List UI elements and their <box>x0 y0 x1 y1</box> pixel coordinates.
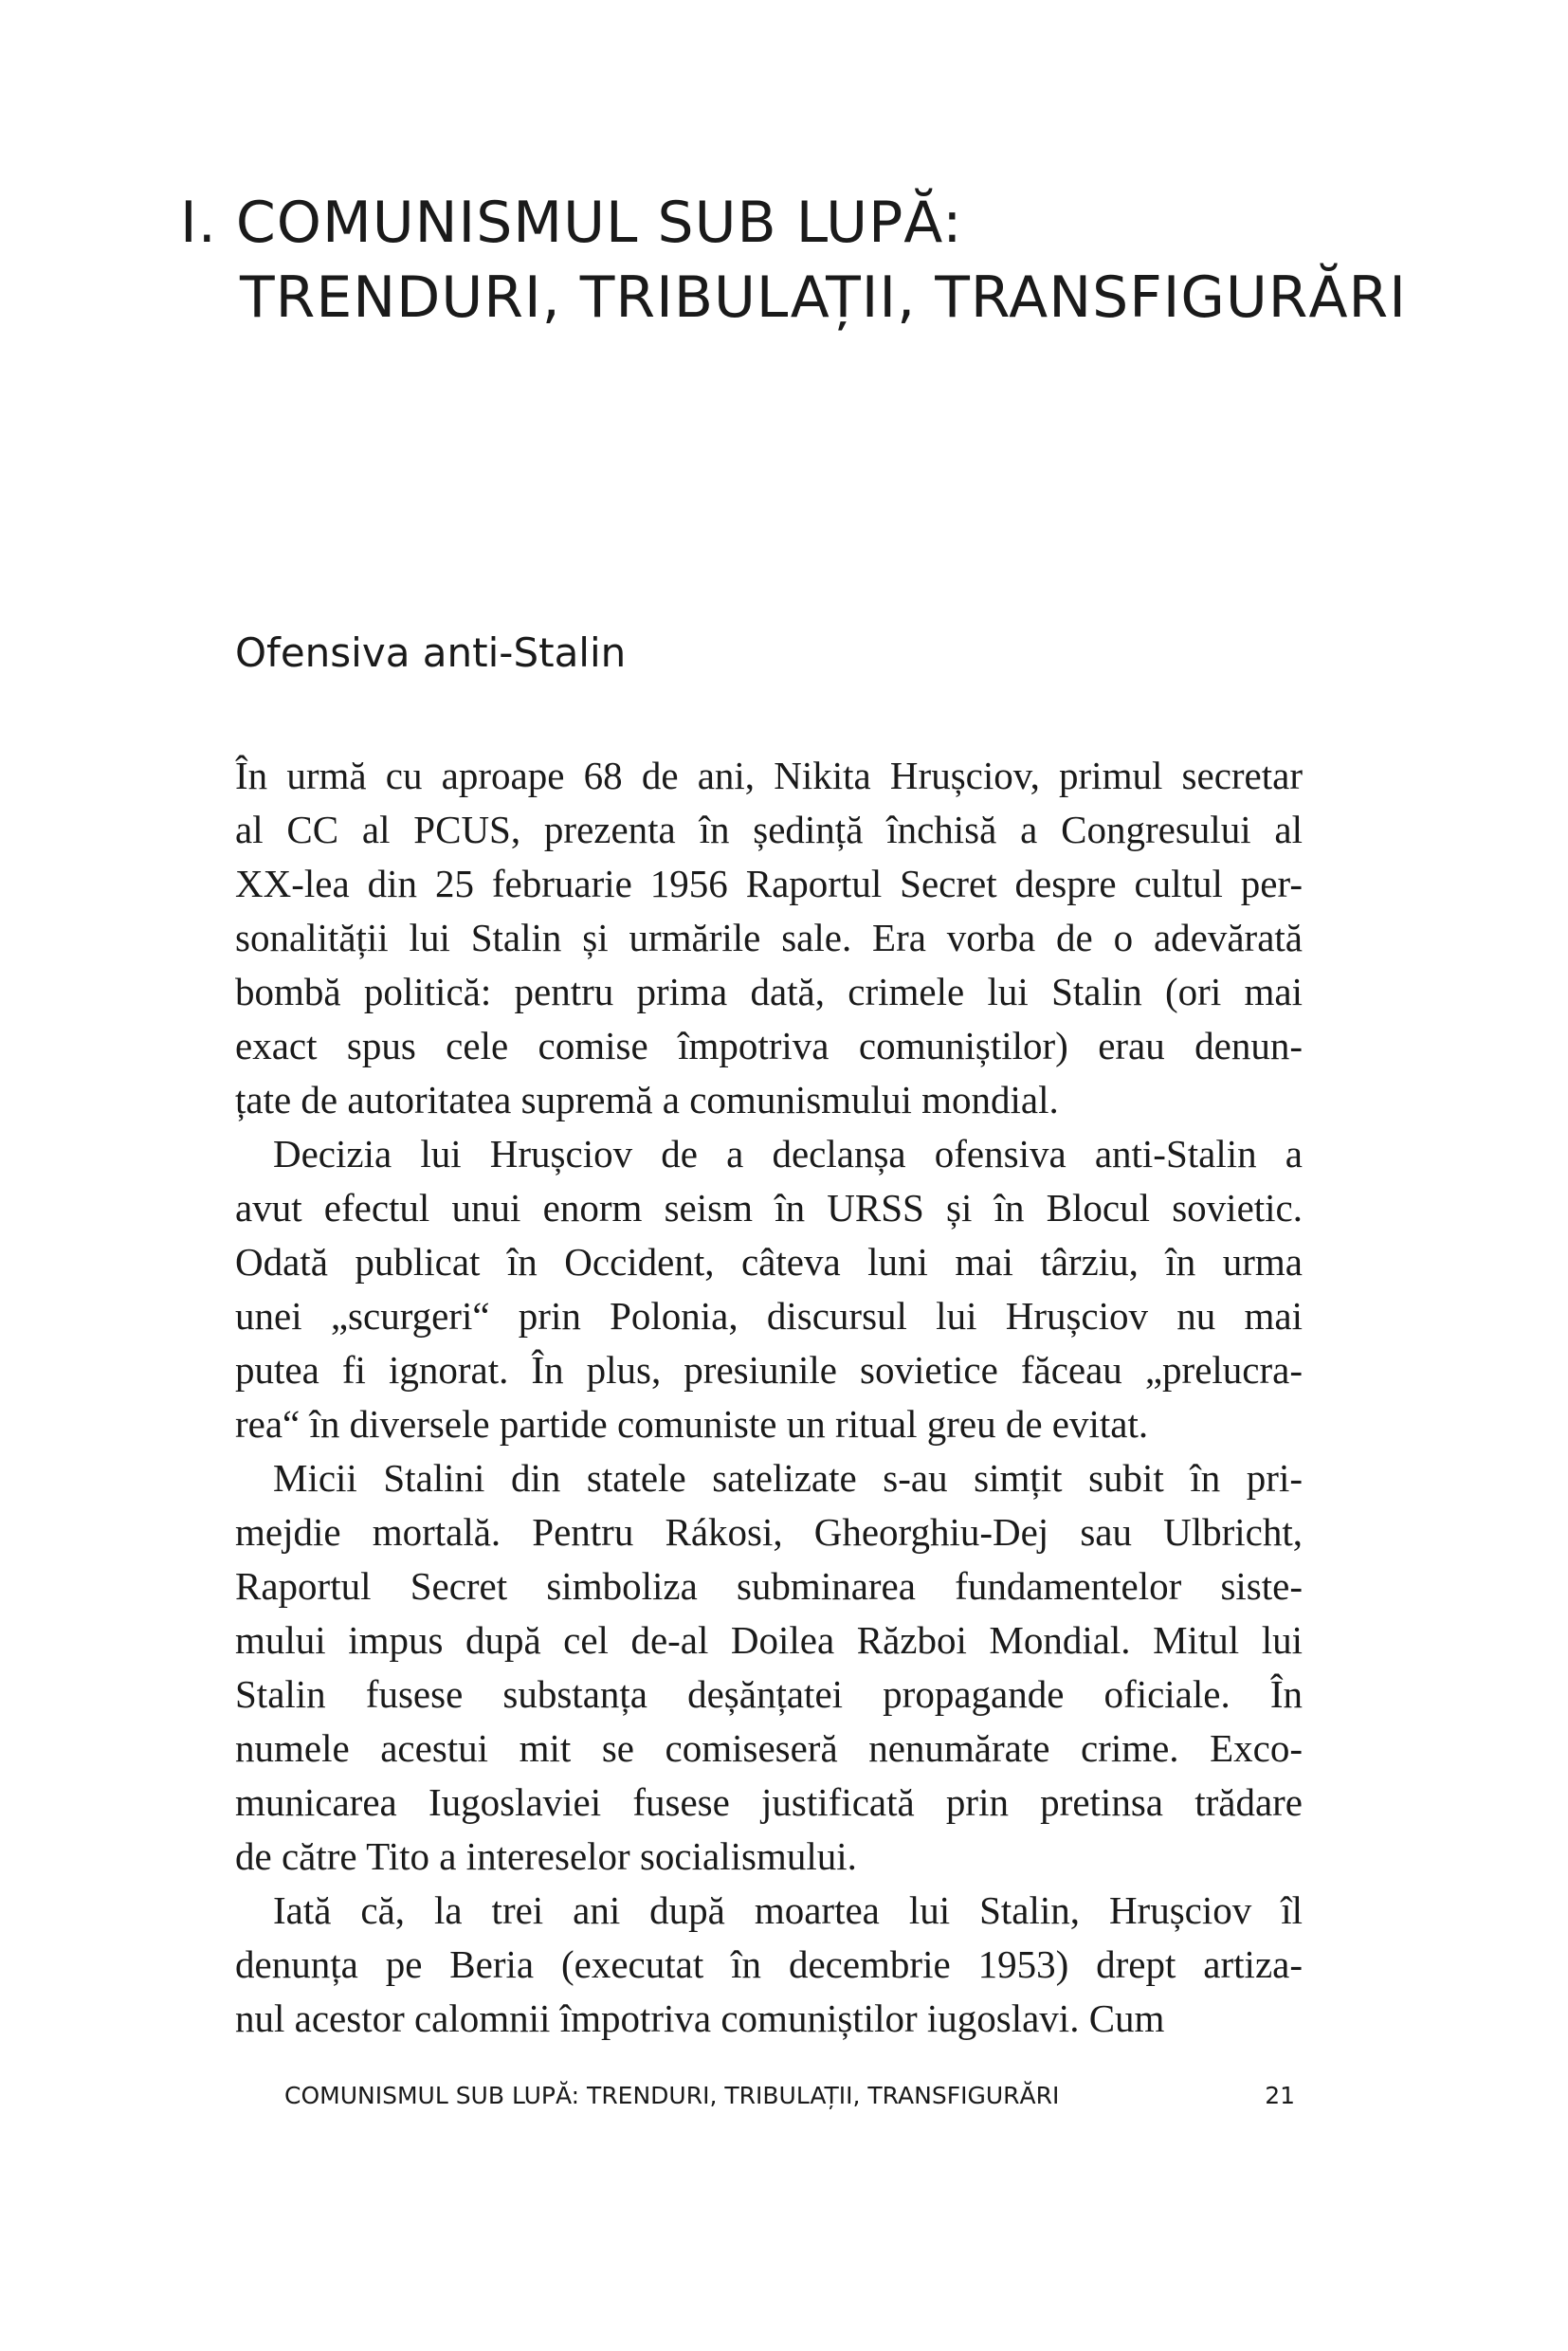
text-line <box>235 1776 1303 1830</box>
text-line <box>235 1019 1303 1073</box>
text-line <box>235 1127 1303 1181</box>
text-line <box>235 965 1303 1019</box>
body-text <box>235 749 1303 2046</box>
text-line <box>235 1451 1303 1505</box>
text-line-content: putea fi ignorat. În plus, presiunile sovietice făceau „prelucra- <box>235 1348 1303 1392</box>
text-line-content: rea“ în diversele partide comuniste un ritual greu de evitat. <box>235 1402 1149 1446</box>
text-line <box>235 803 1303 857</box>
text-line-content: În urmă cu aproape 68 de ani, Nikita Hrușciov, primul secretar <box>235 754 1303 797</box>
text-line-content: al CC al PCUS, prezenta în ședință închisă a Congresului al <box>235 808 1303 851</box>
text-line <box>235 1559 1303 1613</box>
text-line-content: denunța pe Beria (executat în decembrie 1953) drept artiza- <box>235 1942 1303 1986</box>
text-line <box>235 1343 1303 1397</box>
text-line-content: țate de autoritatea supremă a comunismului mondial. <box>235 1078 1059 1121</box>
text-line-content: numele acestui mit se comiseseră nenumărate crime. Exco- <box>235 1726 1303 1770</box>
text-line <box>235 1992 1303 2046</box>
text-line <box>235 1722 1303 1776</box>
page-number: 21 <box>1265 2082 1295 2109</box>
chapter-title-line-1: I. COMUNISMUL SUB LUPĂ: <box>180 190 963 256</box>
text-line-content: de către Tito a intereselor socialismului. <box>235 1834 857 1878</box>
text-line-content: Odată publicat în Occident, câteva luni mai târziu, în urma <box>235 1240 1303 1284</box>
text-line <box>235 1830 1303 1884</box>
text-line-content: Iată că, la trei ani după moartea lui Stalin, Hrușciov îl <box>273 1888 1303 1932</box>
text-line <box>235 1289 1303 1343</box>
text-line <box>235 749 1303 803</box>
text-line-content: mejdie mortală. Pentru Rákosi, Gheorghiu-Dej sau Ulbricht, <box>235 1510 1303 1554</box>
text-line-content: Decizia lui Hrușciov de a declanșa ofensiva anti-Stalin a <box>273 1132 1303 1176</box>
text-line-content: Micii Stalini din statele satelizate s-au simțit subit în pri- <box>273 1456 1303 1500</box>
text-line <box>235 1181 1303 1235</box>
text-line <box>235 1397 1303 1451</box>
text-line <box>235 1505 1303 1559</box>
text-line-content: XX-lea din 25 februarie 1956 Raportul Secret despre cultul per- <box>235 862 1303 905</box>
text-line-content: avut efectul unui enorm seism în URSS și în Blocul sovietic. <box>235 1186 1303 1230</box>
text-line-content: Stalin fusese substanța deșănțatei propagande oficiale. În <box>235 1672 1303 1716</box>
text-line <box>235 1073 1303 1127</box>
text-line <box>235 911 1303 965</box>
text-line-content: municarea Iugoslaviei fusese justificată prin pretinsa trădare <box>235 1780 1303 1824</box>
text-line <box>235 1235 1303 1289</box>
text-line <box>235 1938 1303 1992</box>
text-line-content: bombă politică: pentru prima dată, crimele lui Stalin (ori mai <box>235 970 1303 1013</box>
text-line <box>235 1884 1303 1938</box>
text-line-content: mului impus după cel de-al Doilea Război Mondial. Mitul lui <box>235 1618 1303 1662</box>
text-line-content: unei „scurgeri“ prin Polonia, discursul lui Hrușciov nu mai <box>235 1294 1303 1338</box>
text-line-content: exact spus cele comise împotriva comuniștilor) erau denun- <box>235 1024 1303 1067</box>
text-line-content: sonalității lui Stalin și urmările sale. Era vorba de o adevărată <box>235 916 1303 959</box>
chapter-title-line-2: TRENDURI, TRIBULAȚII, TRANSFIGURĂRI <box>240 264 1407 331</box>
section-title: Ofensiva anti-Stalin <box>235 629 627 676</box>
text-line-content: Raportul Secret simboliza subminarea fundamentelor siste- <box>235 1564 1303 1608</box>
text-line <box>235 1613 1303 1668</box>
running-head: COMUNISMUL SUB LUPĂ: TRENDURI, TRIBULAȚII, TRANSFIGURĂRI <box>284 2082 1060 2109</box>
text-line <box>235 1668 1303 1722</box>
page-footer <box>284 2082 1295 2109</box>
text-line-content: nul acestor calomnii împotriva comuniștilor iugoslavi. Cum <box>235 1996 1165 2040</box>
text-line <box>235 857 1303 911</box>
